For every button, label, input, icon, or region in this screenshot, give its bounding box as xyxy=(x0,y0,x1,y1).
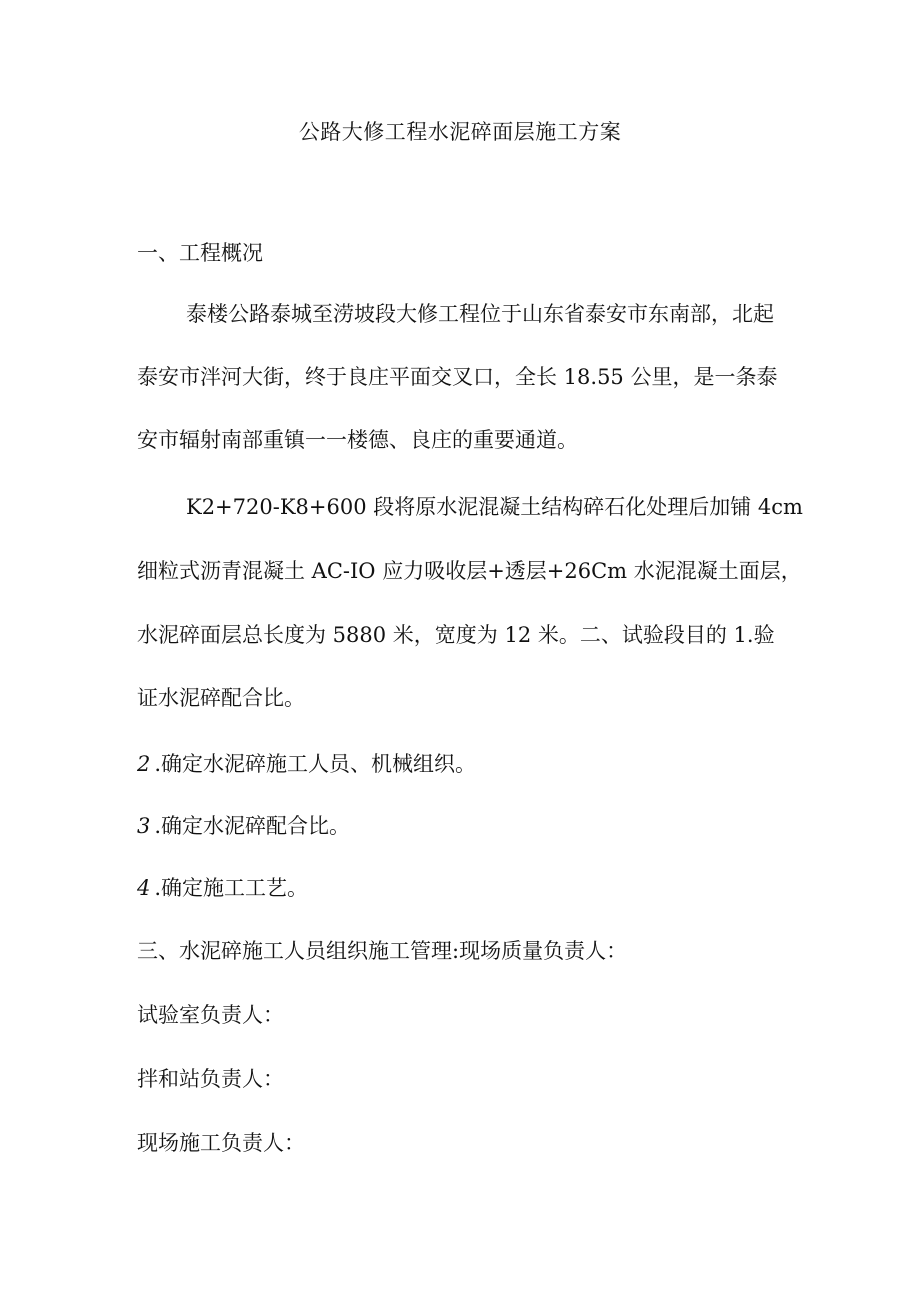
paragraph-line: 证水泥碎配合比。 xyxy=(137,686,305,710)
section-heading-overview: 一、工程概况 xyxy=(137,241,263,265)
paragraph-line: 泰安市泮河大街，终于良庄平面交叉口，全长 18.55 公里，是一条泰 xyxy=(137,365,778,389)
role-line: 拌和站负责人： xyxy=(137,1067,284,1091)
list-item-text: .确定施工工艺。 xyxy=(154,876,309,900)
role-line: 现场施工负责人： xyxy=(137,1131,305,1155)
paragraph-line: 水泥碎面层总长度为 5880 米，宽度为 12 米。二、试验段目的 1.验 xyxy=(137,623,775,647)
list-item-text: .确定水泥碎配合比。 xyxy=(154,814,351,838)
paragraph-line: 泰楼公路泰城至涝坡段大修工程位于山东省泰安市东南部，北起 xyxy=(186,302,774,326)
paragraph-line: K2+720-K8+600 段将原水泥混凝土结构碎石化处理后加铺 4cm xyxy=(186,495,803,519)
paragraph-line: 细粒式沥青混凝土 AC-IO 应力吸收层+透层+26Cm 水泥混凝土面层， xyxy=(137,559,802,583)
list-item-number: 3 xyxy=(137,814,155,838)
list-item xyxy=(137,811,350,841)
list-item-text: .确定水泥碎施工人员、机械组织。 xyxy=(154,752,477,776)
paragraph-line: 安市辐射南部重镇一一楼德、良庄的重要通道。 xyxy=(137,428,578,452)
list-item-number: 2 xyxy=(137,752,155,776)
document-title: 公路大修工程水泥碎面层施工方案 xyxy=(298,120,622,144)
list-item xyxy=(137,749,476,779)
list-item-number: 4 xyxy=(137,876,155,900)
list-item xyxy=(137,873,308,903)
section-heading-staffing: 三、水泥碎施工人员组织施工管理:现场质量负责人： xyxy=(137,939,628,963)
role-line: 试验室负责人： xyxy=(137,1003,284,1027)
